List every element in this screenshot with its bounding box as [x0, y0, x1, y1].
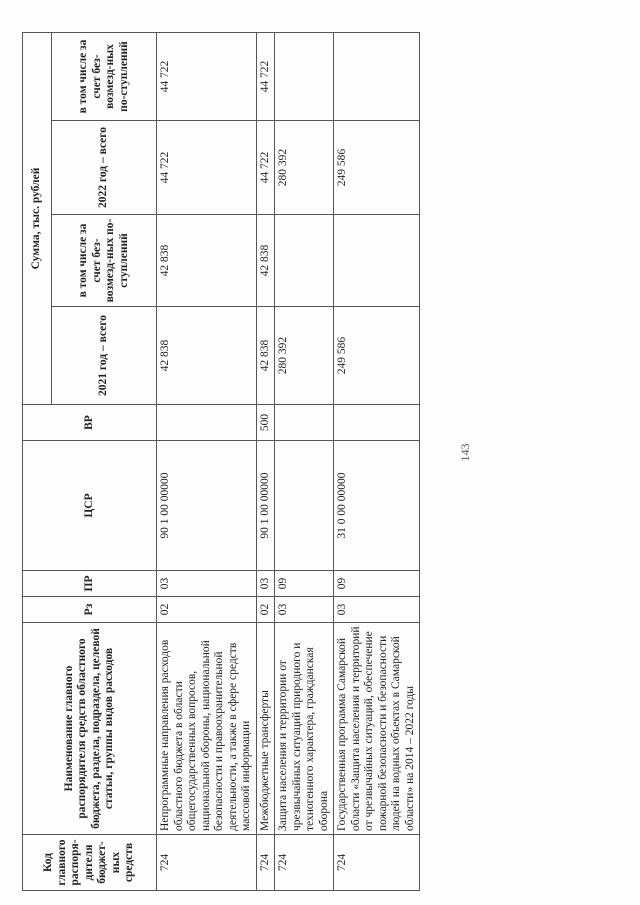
cell-2022-total: 249 586	[334, 121, 420, 215]
cell-2021-total: 280 392	[275, 307, 334, 405]
page-number: 143	[458, 443, 472, 462]
cell-vr	[275, 405, 334, 441]
header-code: Код главного распоря-дителя бюджет-ных средств	[23, 835, 157, 891]
table-row	[275, 33, 334, 891]
cell-2022-incl	[334, 33, 420, 121]
cell-vr	[157, 405, 257, 441]
cell-2022-total: 280 392	[275, 121, 334, 215]
cell-2022-total: 44 722	[256, 121, 275, 215]
cell-2022-total: 44 722	[157, 121, 257, 215]
cell-csr	[275, 441, 334, 571]
cell-2021-incl	[275, 215, 334, 307]
cell-rz: 03	[275, 597, 334, 623]
cell-2021-incl: 42 838	[256, 215, 275, 307]
table-row	[334, 33, 420, 891]
cell-name: Непрограммные направления расходов областного бюджета в области общегосударственных вопросов, национальной обороны, национальной безопасности и правоохранительной деятельности, а также в сфере средств массовой информации	[157, 623, 257, 835]
header-rz: Рз	[23, 597, 157, 623]
cell-code: 724	[334, 835, 420, 891]
header-sum-group: Сумма, тыс. рублей	[23, 33, 52, 405]
cell-code: 724	[256, 835, 275, 891]
cell-pr: 09	[334, 571, 420, 597]
cell-2022-incl: 44 722	[157, 33, 257, 121]
header-vr: ВР	[23, 405, 157, 441]
header-2021-incl: в том числе за счет без-возмезд-ных по-ступлений	[52, 215, 157, 307]
cell-2021-total: 42 838	[256, 307, 275, 405]
cell-csr: 90 1 00 00000	[256, 441, 275, 571]
cell-pr: 03	[157, 571, 257, 597]
table-row	[256, 33, 275, 891]
header-2022-incl: в том числе за счет без-возмезд-ных по-ступлений	[52, 33, 157, 121]
cell-csr: 90 1 00 00000	[157, 441, 257, 571]
cell-2022-incl	[275, 33, 334, 121]
cell-pr: 09	[275, 571, 334, 597]
header-2021-total: 2021 год – всего	[52, 307, 157, 405]
cell-2022-incl: 44 722	[256, 33, 275, 121]
cell-rz: 02	[157, 597, 257, 623]
cell-2021-total: 42 838	[157, 307, 257, 405]
table-row	[157, 33, 257, 891]
header-csr: ЦСР	[23, 441, 157, 571]
cell-name: Межбюджетные трансферты	[256, 623, 275, 835]
budget-table	[22, 32, 420, 891]
cell-vr	[334, 405, 420, 441]
header-2022-total: 2022 год – всего	[52, 121, 157, 215]
cell-pr: 03	[256, 571, 275, 597]
header-pr: ПР	[23, 571, 157, 597]
cell-2021-total: 249 586	[334, 307, 420, 405]
cell-csr: 31 0 00 00000	[334, 441, 420, 571]
cell-name: Государственная программа Самарской области «Защита населения и территорий от чрезвычайных ситуаций, обеспечение пожарной безопасности и безопасности людей на водных объектах в Самарской области» на 2014 – 2022 годы	[334, 623, 420, 835]
cell-rz: 02	[256, 597, 275, 623]
cell-vr: 500	[256, 405, 275, 441]
cell-code: 724	[157, 835, 257, 891]
cell-2021-incl	[334, 215, 420, 307]
cell-rz: 03	[334, 597, 420, 623]
cell-name: Защита населения и территории от чрезвычайных ситуаций природного и техногенного характера, гражданская оборона	[275, 623, 334, 835]
cell-code: 724	[275, 835, 334, 891]
cell-2021-incl: 42 838	[157, 215, 257, 307]
header-name: Наименование главного распорядителя средств областного бюджета, раздела, подраздела, целевой статьи, группы видов расходов	[23, 623, 157, 835]
